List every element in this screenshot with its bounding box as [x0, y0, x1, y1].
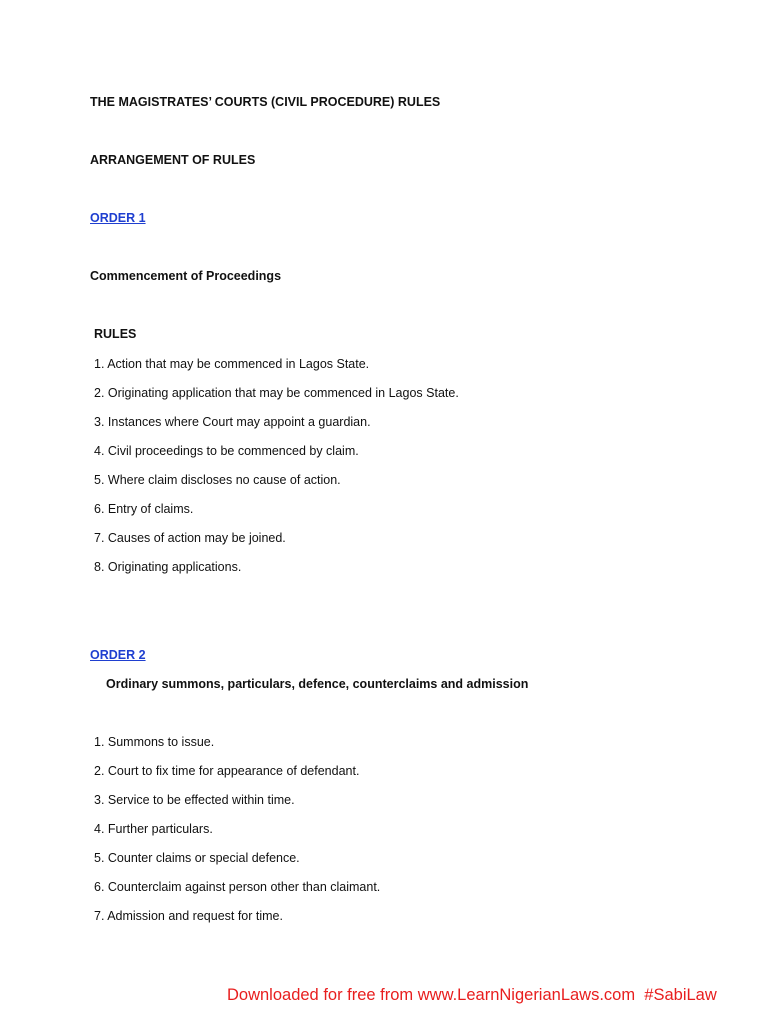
list-item: 7. Admission and request for time. — [94, 909, 283, 923]
list-item: 3. Service to be effected within time. — [94, 793, 295, 807]
document-subtitle: ARRANGEMENT OF RULES — [90, 153, 256, 167]
list-item: 2. Originating application that may be commenced in Lagos State. — [94, 386, 459, 400]
list-item: 3. Instances where Court may appoint a guardian. — [94, 415, 371, 429]
list-item: 4. Civil proceedings to be commenced by claim. — [94, 444, 359, 458]
list-item: 8. Originating applications. — [94, 560, 242, 574]
order-1-heading: Commencement of Proceedings — [90, 269, 282, 283]
order-1-link[interactable]: ORDER 1 — [90, 211, 146, 225]
order-2-link[interactable]: ORDER 2 — [90, 648, 146, 662]
list-item: 4. Further particulars. — [94, 822, 213, 836]
footer-hashtag: #SabiLaw — [644, 986, 717, 1004]
footer-download-text: Downloaded for free from www.LearnNigerianLaws.com — [227, 986, 636, 1004]
download-footer — [227, 984, 717, 1006]
list-item: 6. Counterclaim against person other than claimant. — [94, 880, 381, 894]
document-title: THE MAGISTRATES’ COURTS (CIVIL PROCEDURE) RULES — [90, 95, 441, 109]
list-item: 1. Action that may be commenced in Lagos State. — [94, 357, 370, 371]
list-item: 2. Court to fix time for appearance of defendant. — [94, 764, 360, 778]
list-item: 5. Counter claims or special defence. — [94, 851, 300, 865]
list-item: 6. Entry of claims. — [94, 502, 194, 516]
order-1-rules-label: RULES — [94, 327, 137, 341]
list-item: 1. Summons to issue. — [94, 735, 215, 749]
list-item: 7. Causes of action may be joined. — [94, 531, 286, 545]
order-2-heading: Ordinary summons, particulars, defence, counterclaims and admission — [106, 677, 529, 691]
list-item: 5. Where claim discloses no cause of action. — [94, 473, 341, 487]
